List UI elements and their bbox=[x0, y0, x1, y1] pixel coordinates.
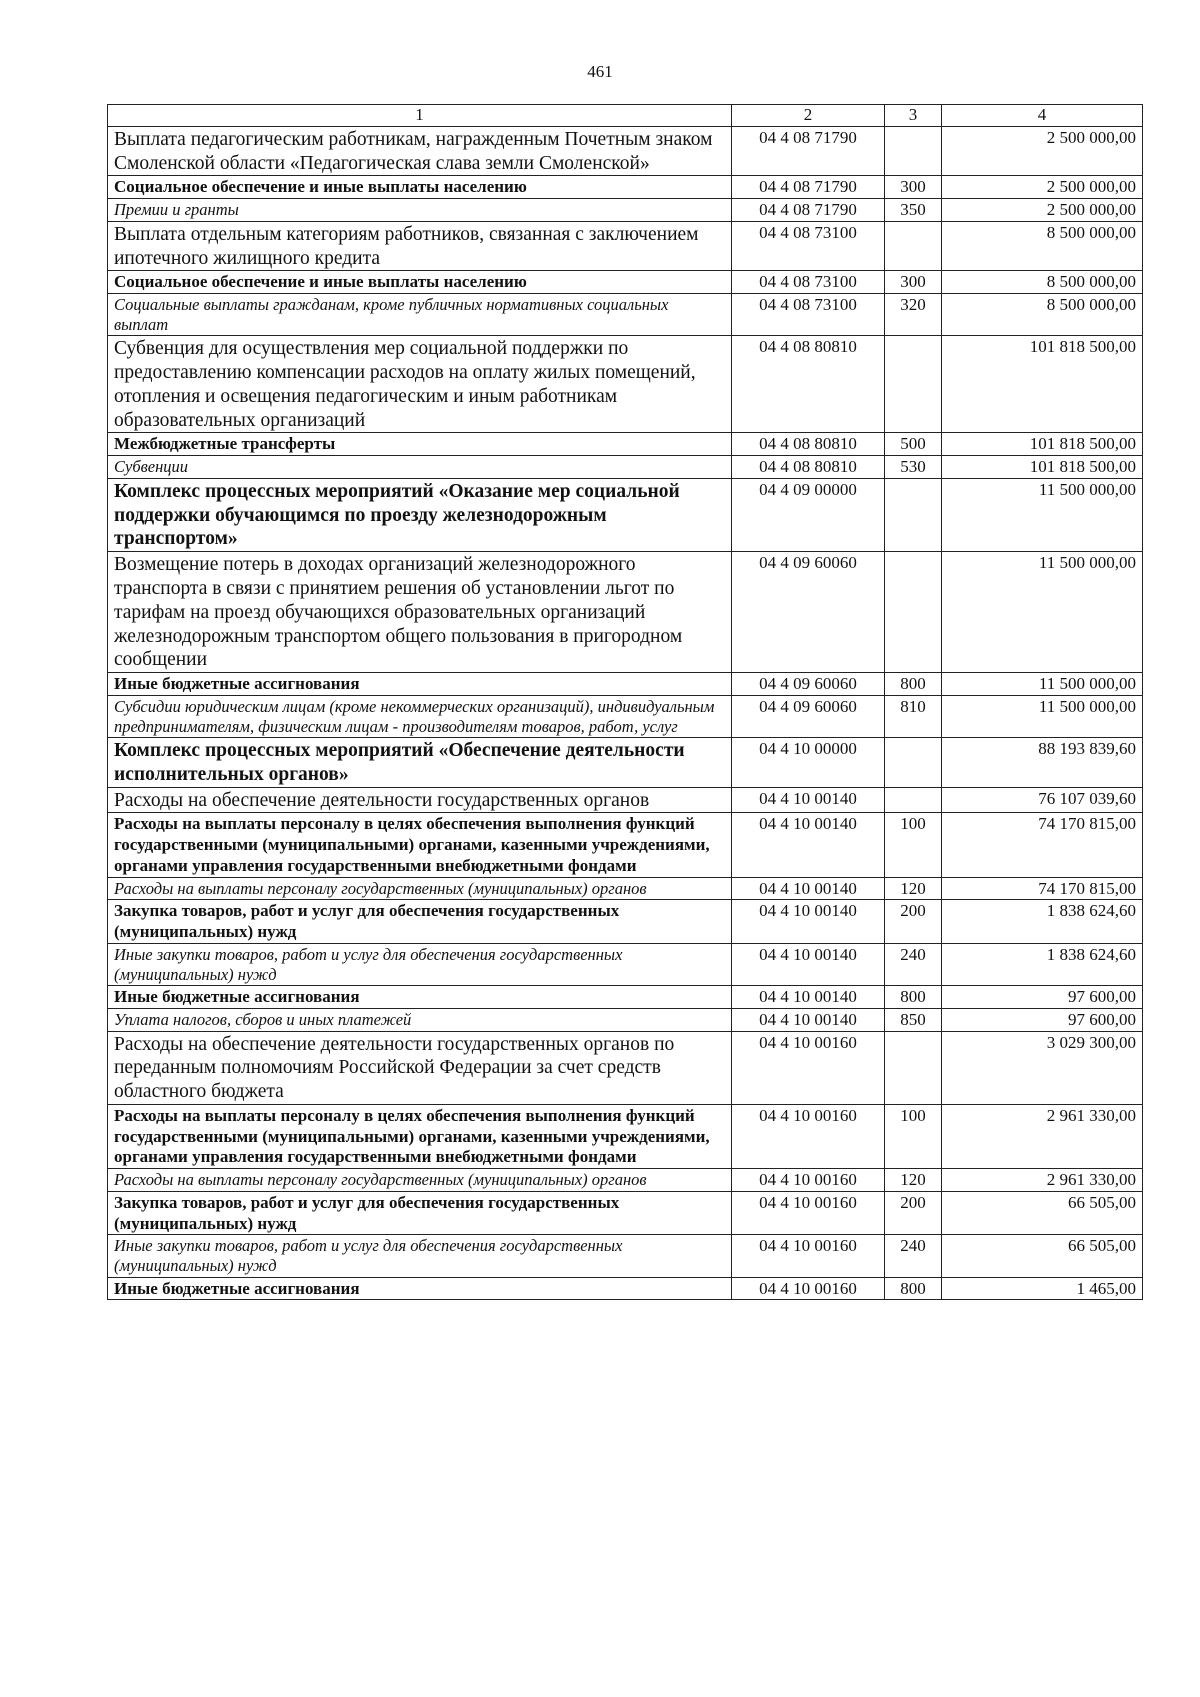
row-code-cell: 04 4 09 60060 bbox=[732, 695, 885, 737]
row-amount-cell: 1 838 624,60 bbox=[942, 900, 1143, 943]
table-row bbox=[108, 271, 1143, 294]
row-code-cell: 04 4 08 80810 bbox=[732, 336, 885, 433]
row-name-cell: Закупка товаров, работ и услуг для обеспечения государственных (муниципальных) нужд bbox=[108, 1191, 732, 1234]
row-code-cell: 04 4 10 00160 bbox=[732, 1169, 885, 1192]
row-amount-cell: 2 500 000,00 bbox=[942, 199, 1143, 222]
row-type-cell bbox=[885, 221, 942, 271]
row-type-cell bbox=[885, 126, 942, 176]
row-type-cell: 530 bbox=[885, 456, 942, 479]
row-name-cell: Социальное обеспечение и иные выплаты населению bbox=[108, 176, 732, 199]
row-name-cell: Субвенция для осуществления мер социальной поддержки по предоставлению компенсации расходов на оплату жилых помещений, отопления и освещения педагогическим и иным работникам образовательных организаций bbox=[108, 336, 732, 433]
row-code-cell: 04 4 10 00140 bbox=[732, 1008, 885, 1031]
row-name-cell: Субсидии юридическим лицам (кроме некоммерческих организаций), индивидуальным предпринимателям, физическим лицам - производителям товаров, работ, услуг bbox=[108, 695, 732, 737]
row-amount-cell: 3 029 300,00 bbox=[942, 1031, 1143, 1104]
row-code-cell: 04 4 08 71790 bbox=[732, 126, 885, 176]
table-row bbox=[108, 1191, 1143, 1234]
row-type-cell: 320 bbox=[885, 294, 942, 336]
row-type-cell: 200 bbox=[885, 900, 942, 943]
row-name-cell: Возмещение потерь в доходах организаций железнодорожного транспорта в связи с принятием решения об установлении льгот по тарифам на проезд обучающихся образовательных организаций железнодорожным транспортом общего пользования в пригородном сообщении bbox=[108, 552, 732, 673]
table-row bbox=[108, 176, 1143, 199]
table-row bbox=[108, 294, 1143, 336]
row-amount-cell: 101 818 500,00 bbox=[942, 433, 1143, 456]
row-code-cell: 04 4 08 80810 bbox=[732, 433, 885, 456]
row-name-cell: Премии и гранты bbox=[108, 199, 732, 222]
row-name-cell: Иные бюджетные ассигнования bbox=[108, 1277, 732, 1300]
table-row bbox=[108, 738, 1143, 788]
row-name-cell: Иные бюджетные ассигнования bbox=[108, 986, 732, 1009]
table-row bbox=[108, 900, 1143, 943]
row-amount-cell: 101 818 500,00 bbox=[942, 456, 1143, 479]
column-header-1: 1 bbox=[108, 105, 732, 127]
row-type-cell: 300 bbox=[885, 271, 942, 294]
row-code-cell: 04 4 10 00160 bbox=[732, 1031, 885, 1104]
table-row bbox=[108, 1235, 1143, 1277]
row-type-cell: 120 bbox=[885, 1169, 942, 1192]
row-amount-cell: 97 600,00 bbox=[942, 986, 1143, 1009]
row-type-cell bbox=[885, 552, 942, 673]
row-code-cell: 04 4 10 00160 bbox=[732, 1235, 885, 1277]
table-row bbox=[108, 943, 1143, 985]
row-name-cell: Комплекс процессных мероприятий «Обеспечение деятельности исполнительных органов» bbox=[108, 738, 732, 788]
row-amount-cell: 11 500 000,00 bbox=[942, 478, 1143, 551]
row-code-cell: 04 4 10 00160 bbox=[732, 1277, 885, 1300]
table-row bbox=[108, 552, 1143, 673]
row-name-cell: Комплекс процессных мероприятий «Оказание мер социальной поддержки обучающимся по проезду железнодорожным транспортом» bbox=[108, 478, 732, 551]
row-name-cell: Расходы на обеспечение деятельности государственных органов по переданным полномочиям Российской Федерации за счет средств областного бюджета bbox=[108, 1031, 732, 1104]
row-code-cell: 04 4 10 00140 bbox=[732, 813, 885, 877]
row-name-cell: Расходы на выплаты персоналу в целях обеспечения выполнения функций государственными (муниципальными) органами, казенными учреждениями, органами управления государственными внебюджетными фондами bbox=[108, 1104, 732, 1168]
row-name-cell: Иные бюджетные ассигнования bbox=[108, 673, 732, 696]
row-type-cell: 800 bbox=[885, 673, 942, 696]
table-row bbox=[108, 1008, 1143, 1031]
row-amount-cell: 2 961 330,00 bbox=[942, 1169, 1143, 1192]
table-row bbox=[108, 877, 1143, 900]
row-name-cell: Социальные выплаты гражданам, кроме публичных нормативных социальных выплат bbox=[108, 294, 732, 336]
row-code-cell: 04 4 10 00140 bbox=[732, 877, 885, 900]
table-row bbox=[108, 695, 1143, 737]
row-name-cell: Уплата налогов, сборов и иных платежей bbox=[108, 1008, 732, 1031]
row-type-cell: 850 bbox=[885, 1008, 942, 1031]
row-code-cell: 04 4 08 80810 bbox=[732, 456, 885, 479]
row-type-cell bbox=[885, 336, 942, 433]
row-amount-cell: 8 500 000,00 bbox=[942, 271, 1143, 294]
row-amount-cell: 97 600,00 bbox=[942, 1008, 1143, 1031]
row-type-cell bbox=[885, 478, 942, 551]
table-row bbox=[108, 1104, 1143, 1168]
row-name-cell: Иные закупки товаров, работ и услуг для обеспечения государственных (муниципальных) нужд bbox=[108, 1235, 732, 1277]
row-amount-cell: 76 107 039,60 bbox=[942, 787, 1143, 813]
table-row bbox=[108, 986, 1143, 1009]
row-type-cell: 810 bbox=[885, 695, 942, 737]
row-code-cell: 04 4 10 00160 bbox=[732, 1104, 885, 1168]
table-row bbox=[108, 433, 1143, 456]
row-code-cell: 04 4 08 73100 bbox=[732, 294, 885, 336]
row-amount-cell: 74 170 815,00 bbox=[942, 813, 1143, 877]
row-type-cell: 800 bbox=[885, 1277, 942, 1300]
row-name-cell: Расходы на выплаты персоналу государственных (муниципальных) органов bbox=[108, 877, 732, 900]
table-row bbox=[108, 126, 1143, 176]
budget-table-body bbox=[108, 105, 1143, 1300]
row-code-cell: 04 4 10 00140 bbox=[732, 943, 885, 985]
table-row bbox=[108, 813, 1143, 877]
row-name-cell: Межбюджетные трансферты bbox=[108, 433, 732, 456]
row-code-cell: 04 4 08 73100 bbox=[732, 271, 885, 294]
row-amount-cell: 8 500 000,00 bbox=[942, 294, 1143, 336]
table-row bbox=[108, 1031, 1143, 1104]
row-code-cell: 04 4 09 00000 bbox=[732, 478, 885, 551]
row-type-cell: 100 bbox=[885, 813, 942, 877]
page-number: 461 bbox=[587, 62, 613, 81]
row-name-cell: Выплата педагогическим работникам, награжденным Почетным знаком Смоленской области «Педагогическая слава земли Смоленской» bbox=[108, 126, 732, 176]
row-amount-cell: 8 500 000,00 bbox=[942, 221, 1143, 271]
row-code-cell: 04 4 10 00140 bbox=[732, 900, 885, 943]
row-code-cell: 04 4 08 73100 bbox=[732, 221, 885, 271]
row-amount-cell: 2 500 000,00 bbox=[942, 176, 1143, 199]
row-amount-cell: 101 818 500,00 bbox=[942, 336, 1143, 433]
row-amount-cell: 1 838 624,60 bbox=[942, 943, 1143, 985]
row-amount-cell: 66 505,00 bbox=[942, 1235, 1143, 1277]
row-type-cell: 500 bbox=[885, 433, 942, 456]
table-row bbox=[108, 456, 1143, 479]
row-amount-cell: 1 465,00 bbox=[942, 1277, 1143, 1300]
budget-table bbox=[107, 104, 1143, 1300]
row-amount-cell: 2 500 000,00 bbox=[942, 126, 1143, 176]
row-code-cell: 04 4 10 00160 bbox=[732, 1191, 885, 1234]
table-row bbox=[108, 1277, 1143, 1300]
row-name-cell: Выплата отдельным категориям работников, связанная с заключением ипотечного жилищного кредита bbox=[108, 221, 732, 271]
row-amount-cell: 66 505,00 bbox=[942, 1191, 1143, 1234]
row-type-cell: 240 bbox=[885, 943, 942, 985]
row-code-cell: 04 4 10 00000 bbox=[732, 738, 885, 788]
row-amount-cell: 11 500 000,00 bbox=[942, 673, 1143, 696]
row-type-cell: 120 bbox=[885, 877, 942, 900]
table-row bbox=[108, 787, 1143, 813]
row-type-cell: 240 bbox=[885, 1235, 942, 1277]
column-header-2: 2 bbox=[732, 105, 885, 127]
row-code-cell: 04 4 10 00140 bbox=[732, 986, 885, 1009]
header-row bbox=[108, 105, 1143, 127]
column-header-3: 3 bbox=[885, 105, 942, 127]
table-row bbox=[108, 336, 1143, 433]
row-code-cell: 04 4 09 60060 bbox=[732, 552, 885, 673]
row-amount-cell: 88 193 839,60 bbox=[942, 738, 1143, 788]
row-type-cell: 200 bbox=[885, 1191, 942, 1234]
row-type-cell bbox=[885, 1031, 942, 1104]
row-amount-cell: 74 170 815,00 bbox=[942, 877, 1143, 900]
table-row bbox=[108, 478, 1143, 551]
row-name-cell: Субвенции bbox=[108, 456, 732, 479]
row-type-cell: 100 bbox=[885, 1104, 942, 1168]
row-name-cell: Расходы на выплаты персоналу государственных (муниципальных) органов bbox=[108, 1169, 732, 1192]
row-name-cell: Расходы на выплаты персоналу в целях обеспечения выполнения функций государственными (муниципальными) органами, казенными учреждениями, органами управления государственными внебюджетными фондами bbox=[108, 813, 732, 877]
row-type-cell bbox=[885, 787, 942, 813]
row-amount-cell: 11 500 000,00 bbox=[942, 695, 1143, 737]
row-type-cell: 350 bbox=[885, 199, 942, 222]
row-name-cell: Иные закупки товаров, работ и услуг для обеспечения государственных (муниципальных) нужд bbox=[108, 943, 732, 985]
table-row bbox=[108, 199, 1143, 222]
row-name-cell: Расходы на обеспечение деятельности государственных органов bbox=[108, 787, 732, 813]
row-code-cell: 04 4 08 71790 bbox=[732, 176, 885, 199]
row-code-cell: 04 4 10 00140 bbox=[732, 787, 885, 813]
row-type-cell: 800 bbox=[885, 986, 942, 1009]
table-row bbox=[108, 221, 1143, 271]
row-amount-cell: 2 961 330,00 bbox=[942, 1104, 1143, 1168]
row-type-cell: 300 bbox=[885, 176, 942, 199]
row-type-cell bbox=[885, 738, 942, 788]
row-code-cell: 04 4 08 71790 bbox=[732, 199, 885, 222]
row-code-cell: 04 4 09 60060 bbox=[732, 673, 885, 696]
row-name-cell: Закупка товаров, работ и услуг для обеспечения государственных (муниципальных) нужд bbox=[108, 900, 732, 943]
row-name-cell: Социальное обеспечение и иные выплаты населению bbox=[108, 271, 732, 294]
column-header-4: 4 bbox=[942, 105, 1143, 127]
table-row bbox=[108, 1169, 1143, 1192]
row-amount-cell: 11 500 000,00 bbox=[942, 552, 1143, 673]
table-row bbox=[108, 673, 1143, 696]
